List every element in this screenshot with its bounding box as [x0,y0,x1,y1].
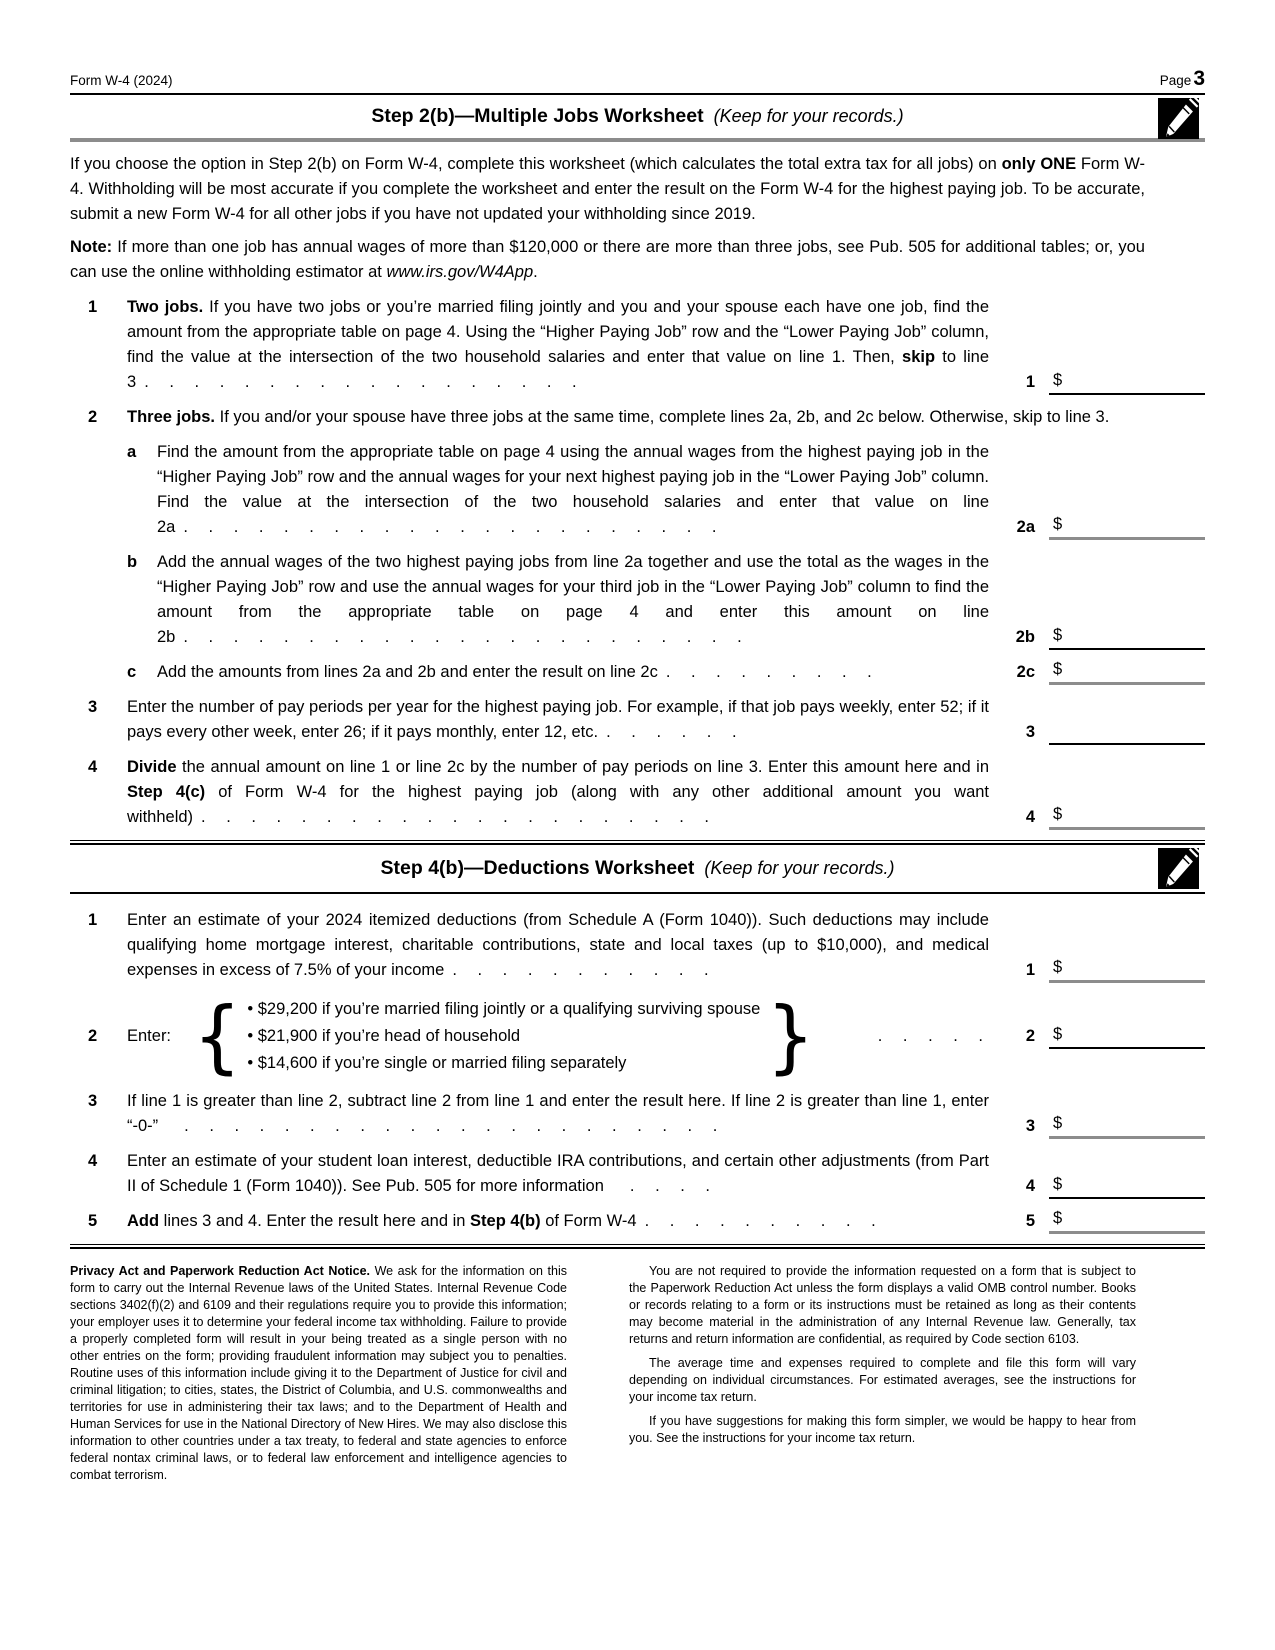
line-ref: 4 [1025,1177,1035,1195]
line-number: 3 [88,1092,98,1110]
page-number: 3 [1193,67,1205,90]
privacy-paragraph: You are not required to provide the information requested on a form that is subject to the Paperwork Reduction Act unless the form displays a valid OMB control number. Books or records relating to a form or its instructions must be retained as long as their contents may become material in the administration of any Internal Revenue law. Generally, tax returns and return information are confidential, as required by Code section 6103. [629,1264,1136,1346]
line-plain-2: to line 3 [127,348,989,391]
line-ref: 2c [1016,663,1035,681]
pencil-icon [1158,98,1199,139]
mjw-line-4-row [70,755,1205,830]
line-text [127,1149,989,1199]
line-bold-2: Step 4(c) [127,783,206,801]
dollar-sign: $ [1053,1024,1063,1043]
privacy-left-column [70,1263,567,1484]
line-text [157,440,989,540]
line-plain-2: of Form W-4 for the highest paying job (along with any other additional amount you want withheld) [127,783,990,826]
dw-line-3-amount-field[interactable] [1049,1114,1205,1139]
dw-line-2-row [70,988,1205,1083]
privacy-paragraph: If you have suggestions for making this form simpler, we would be happy to hear from you. See the instructions for your income tax return. [629,1414,1136,1445]
note-url: www.irs.gov/W4App [386,263,534,281]
intro-paragraph [70,152,1205,227]
dw-line-2-amount-field[interactable] [1049,1024,1205,1049]
page-header [70,67,1205,93]
note-text-2: . [533,263,538,281]
worksheet-4b-subtitle: (Keep for your records.) [704,858,895,878]
note-text: If more than one job has annual wages of more than $120,000 or there are more than three jobs, see Pub. 505 for additional tables; or, you can use the online withholding estimator at [70,238,1145,281]
line-plain: Add the amounts from lines 2a and 2b and enter the result on line 2c [157,663,658,681]
line-plain-2: of Form W-4 [540,1212,637,1230]
line-ref: 1 [1025,373,1035,391]
dollar-sign: $ [1053,626,1063,644]
privacy-text: We ask for the information on this form to carry out the Internal Revenue laws of the United States. Internal Revenue Code sections 3402(f)(2) and 6109 and their regulations require you to provide this information; your employer uses it to determine your federal income tax withholding. Failure to provide a properly completed form will result in your being treated as a single person with no other entries on the form; providing fraudulent information may subject you to penalties. Routine uses of this information include giving it to the Department of Justice for civil and criminal litigation; to cities, states, the District of Columbia, and U.S. commonwealths and territories for use in administering their tax laws; and to the Department of Health and Human Services for use in the National Directory of New Hires. We may also disclose this information to other countries under a tax treaty, to federal and state agencies to enforce federal nontax criminal laws, or to federal law enforcement and intelligence agencies to combat terrorism. [70,1264,567,1482]
multiple-jobs-worksheet [70,295,1205,830]
dollar-sign: $ [1053,1175,1063,1193]
section-divider [70,1244,1205,1249]
line-text [127,1089,989,1139]
dw-line-3-row [70,1089,1205,1139]
line-bold: Three jobs. [127,408,216,426]
pencil-icon [1158,848,1199,889]
dots-leader: . . . . . . . . . . . . . . . . . . . . . [201,808,710,826]
line-plain: lines 3 and 4. Enter the result here and in [159,1212,471,1230]
dots-leader: . . . . . . . . . . . . . . . . . . . . . . [183,518,717,536]
enter-label: Enter: [127,1026,172,1045]
worksheet-2b-header [70,93,1205,142]
line-text [157,550,989,650]
privacy-right-column [629,1263,1136,1484]
mjw-line-2b-row [70,550,1205,650]
dots-leader: . . . . . . . . . . [644,1212,876,1230]
dw-line-1-row [70,908,1205,983]
worksheet-4b-header [70,845,1205,894]
dots-leader: . . . . . . . . . . . . . . . . . . . . . . . [183,628,742,646]
dw-line-5-amount-field[interactable] [1049,1209,1205,1234]
intro-text: If you choose the option in Step 2(b) on Form W-4, complete this worksheet (which calculates the total extra tax for all jobs) on [70,155,1002,173]
intro-text-2: Form W-4. Withholding will be most accurate if you complete the worksheet and enter the result on the Form W-4 for the highest paying job. To be accurate, submit a new Form W-4 for all other jobs if you have not updated your withholding since 2019. [70,155,1145,223]
line-ref: 1 [1025,961,1035,979]
line-ref: 2a [1016,518,1035,536]
line-ref: 3 [1025,723,1035,741]
dollar-sign: $ [1053,371,1063,389]
line-bold: Two jobs. [127,298,204,316]
dw-line-4-row [70,1149,1205,1199]
line-plain: If you and/or your spouse have three jobs at the same time, complete lines 2a, 2b, and 2c below. Otherwise, skip to line 3. [215,408,1110,426]
mjw-line-2a-row [70,440,1205,540]
dollar-sign: $ [1053,958,1063,976]
mjw-line-2b-amount-field[interactable] [1049,625,1205,650]
mjw-line-2c-amount-field[interactable] [1049,660,1205,685]
worksheet-2b-title: Step 2(b)—Multiple Jobs Worksheet [371,105,704,127]
option-married-filing-jointly: • $29,200 if you’re married filing jointly or a qualifying surviving spouse [247,999,761,1018]
line-plain: Enter an estimate of your 2024 itemized deductions (from Schedule A (Form 1040)). Such deductions may include qualifying home mortgage interest, charitable contributions, state and local taxes (up to $10,000), and medical expenses in excess of 7.5% of your income [127,911,989,979]
deductions-worksheet [70,908,1205,1234]
option-head-of-household: • $21,900 if you’re head of household [247,1026,521,1045]
page-indicator [1159,67,1205,90]
line-ref: 2 [1025,1026,1035,1045]
dots-leader: . . . . . . . . . . . . . . . . . . . . . . [184,1117,718,1135]
dollar-sign: $ [1053,660,1063,678]
privacy-paragraph: The average time and expenses required to complete and file this form will vary depending on individual circumstances. For estimated averages, see the instructions for your income tax return. [629,1356,1136,1404]
dollar-sign: $ [1053,1114,1063,1132]
dw-line-4-amount-field[interactable] [1049,1174,1205,1199]
line-text [127,405,1205,430]
mjw-line-3-row [70,695,1205,745]
line-number: 3 [88,698,98,716]
privacy-heading: Privacy Act and Paperwork Reduction Act Notice. [70,1264,371,1278]
line-ref: 4 [1025,808,1035,826]
line-text [127,755,989,830]
dots-leader: . . . . . . [606,723,737,741]
dots-leader: . . . . . . . . . . . . . . . . . . [144,373,577,391]
mjw-line-1-amount-field[interactable] [1049,370,1205,395]
dots-leader: . . . . [629,1177,710,1195]
line-plain: Enter an estimate of your student loan interest, deductible IRA contributions, and certain other adjustments (from Part II of Schedule 1 (Form 1040)). See Pub. 505 for more information [127,1152,989,1195]
line-text [127,1209,989,1234]
dots-leader: . . . . . . . . . [665,663,872,681]
line-plain: Find the amount from the appropriate table on page 4 using the annual wages from the highest paying job in the “Higher Paying Job” row and the annual wages for your next highest paying job in the “Lower Paying Job” column. Find the value at the intersection of the two household salaries and enter that value on line 2a [157,443,989,536]
worksheet-4b-title: Step 4(b)—Deductions Worksheet [380,857,695,879]
line-text [157,660,989,685]
option-single: • $14,600 if you’re single or married filing separately [247,1053,627,1072]
dollar-sign: $ [1053,1209,1063,1227]
line-number: 4 [88,1152,98,1170]
worksheet-2b-subtitle: (Keep for your records.) [713,106,904,126]
note-label: Note: [70,238,113,256]
mjw-line-2a-amount-field[interactable] [1049,515,1205,540]
line-plain: If line 1 is greater than line 2, subtract line 2 from line 1 and enter the result here. If line 2 is greater than line 1, enter “-0-” [127,1092,989,1135]
line-number: 1 [88,298,98,316]
line-bold: Divide [127,758,177,776]
line-number: 2 [88,1026,98,1045]
line-bold-2: Step 4(b) [470,1212,541,1230]
line-bold-2: skip [902,348,936,366]
line-plain: the annual amount on line 1 or line 2c by the number of pay periods on line 3. Enter this amount here and in [176,758,989,776]
line-ref: 2b [1015,628,1035,646]
mjw-line-4-amount-field[interactable] [1049,805,1205,830]
mjw-line-2c-row [70,660,1205,685]
page-label: Page [1159,73,1192,88]
dw-line-5-row [70,1209,1205,1234]
mjw-line-3-amount-field[interactable] [1049,720,1205,745]
dw-line-1-amount-field[interactable] [1049,958,1205,983]
line-plain: Add the annual wages of the two highest paying jobs from line 2a together and use the total as the wages in the “Higher Paying Job” row and use the annual wages for your third job in the “Lower Paying Job” column to find the amount from the appropriate table on page 4 and enter this amount on line 2b [157,553,989,646]
open-brace: { [193,988,242,1083]
line-ref: 5 [1025,1212,1035,1230]
line-number: 2 [88,408,98,426]
deduction-amount-options [247,996,760,1077]
dollar-sign: $ [1053,515,1063,533]
line-bold: Add [127,1212,160,1230]
line-ref: 3 [1025,1117,1035,1135]
dots-leader: . . . . . [877,1026,983,1045]
line-text [127,908,989,983]
note-paragraph [70,235,1205,285]
line-letter: a [127,443,137,461]
mjw-line-2-row [70,405,1205,430]
line-plain: If you have two jobs or you’re married filing jointly and you and your spouse each have one job, find the amount from the appropriate table on page 4. Using the “Higher Paying Job” row and the “Lower Paying Job” column, find the value at the intersection of the two household salaries and enter that value on line 1. Then, [127,298,989,366]
line-plain: Enter the number of pay periods per year for the highest paying job. For example, if that job pays weekly, enter 52; if it pays every other week, enter 26; if it pays monthly, enter 12, etc. [127,698,989,741]
line-number: 1 [88,911,98,929]
form-id: Form W-4 (2024) [70,73,173,88]
mjw-line-1-row [70,295,1205,395]
line-letter: b [127,553,138,571]
line-text [127,695,989,745]
close-brace: } [766,988,815,1083]
line-number: 4 [88,758,98,776]
line-number: 5 [88,1212,98,1230]
line-letter: c [127,663,137,681]
privacy-act-notice [70,1263,1142,1484]
dollar-sign: $ [1053,805,1063,823]
line-text [127,295,989,395]
dots-leader: . . . . . . . . . . . [452,961,709,979]
intro-bold: only ONE [1001,155,1077,173]
